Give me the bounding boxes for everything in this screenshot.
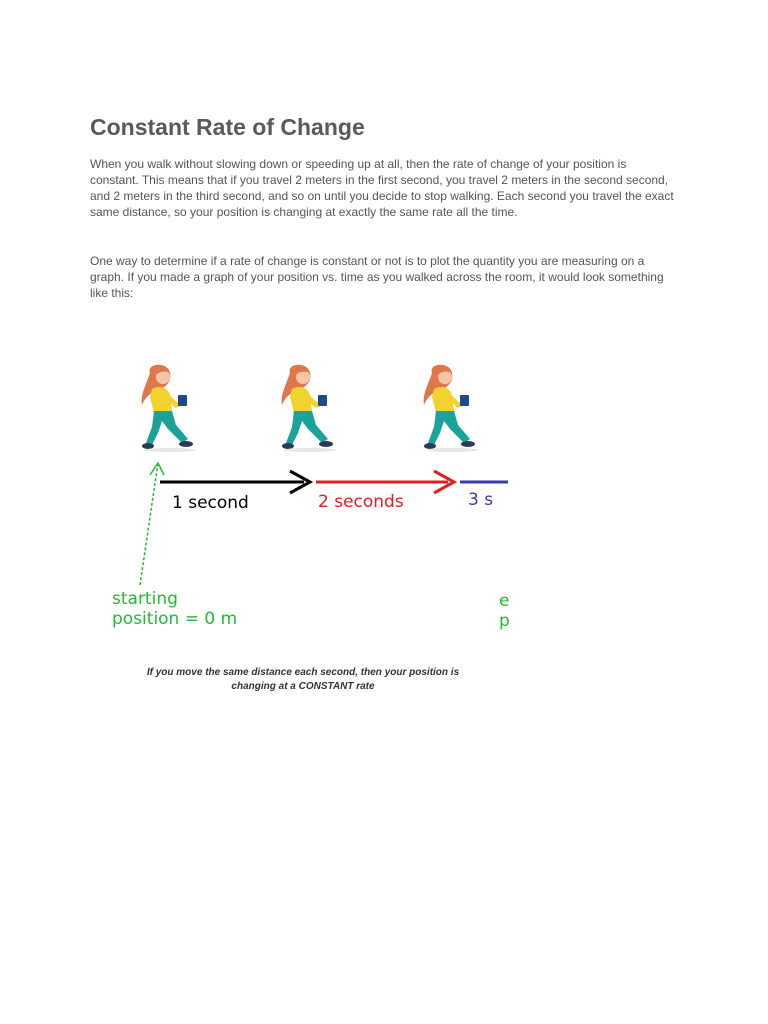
caption-line2: changing at a CONSTANT rate — [231, 681, 375, 692]
walker-1 — [142, 365, 196, 452]
intro-paragraph: When you walk without slowing down or speeding up at all, then the rate of change of your position is constant. This means that if you travel 2 meters in the first second, you travel 2 meters in the second second, and 2 meters in the third second, and so on until you decide to stop walking. Each second you travel the exact same distance, so your position is changing at exactly the same rate all the time. — [90, 157, 674, 219]
caption-line1: If you move the same distance each second, then your position is — [146, 667, 460, 678]
walking-diagram — [108, 355, 508, 645]
clipped-label-line2: p — [499, 611, 510, 631]
graph-paragraph: One way to determine if a rate of change is constant or not is to plot the quantity you are measuring on a graph. If you made a graph of your position vs. time as you walked across the room, it would look something like this: — [90, 254, 664, 300]
walker-2 — [282, 365, 336, 452]
segment-label-3: 3 s — [468, 490, 494, 510]
walker-3 — [424, 365, 478, 452]
figure-caption — [108, 666, 498, 694]
segment-label-1: 1 second — [172, 493, 249, 513]
start-label-line2: position = 0 m — [112, 609, 238, 629]
article — [90, 112, 675, 301]
segment-label-2: 2 seconds — [318, 492, 404, 512]
start-pointer-line — [140, 463, 158, 585]
start-label-line1: starting — [112, 589, 178, 609]
clipped-label-line1: e — [499, 591, 510, 611]
walking-figure — [108, 355, 508, 645]
page-title: Constant Rate of Change — [90, 114, 365, 140]
